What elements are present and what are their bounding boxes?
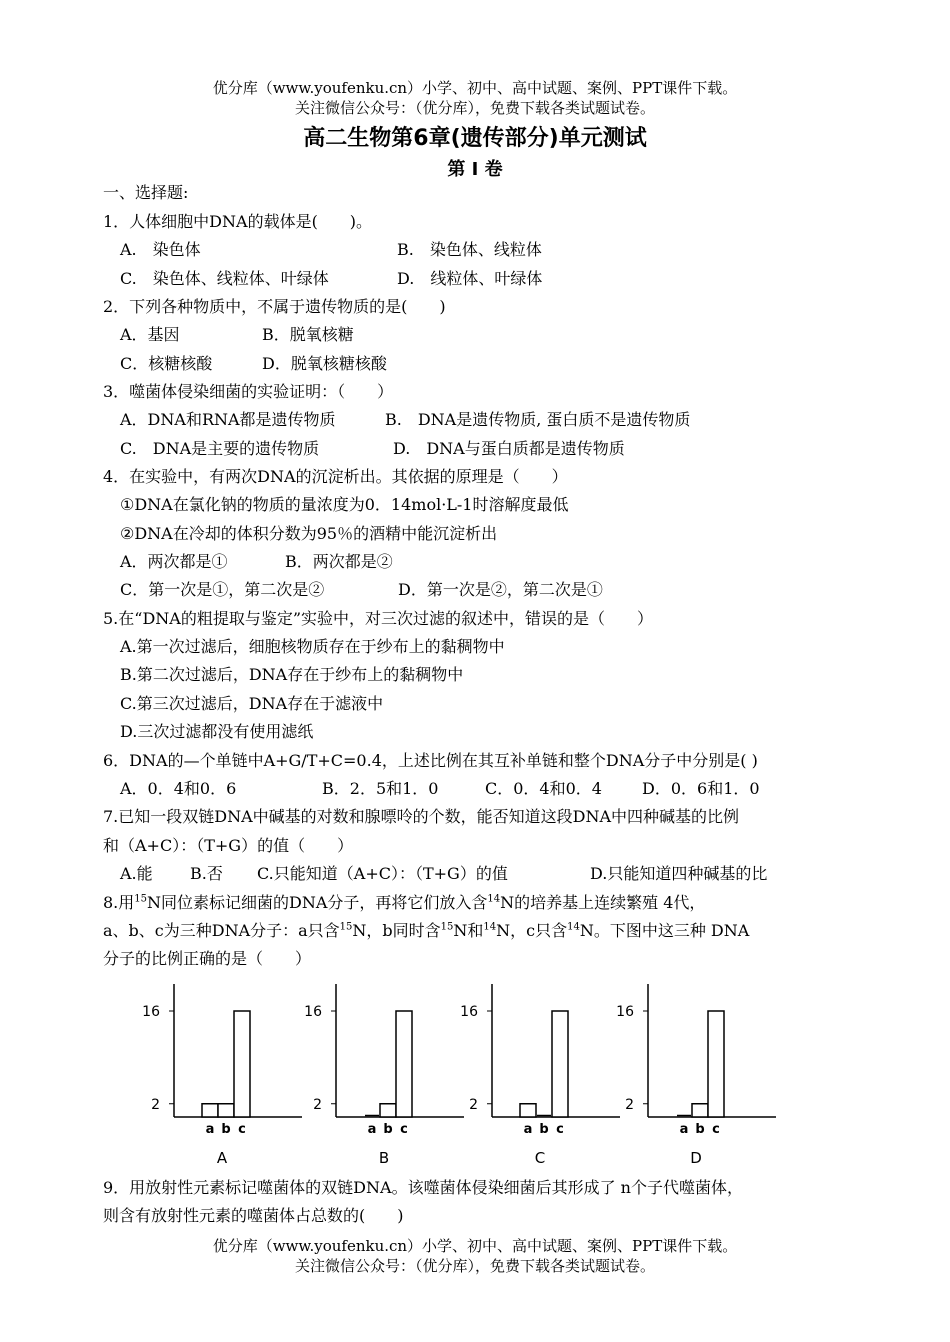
chart-title: C bbox=[534, 1149, 546, 1167]
q3-option-a: A．DNA和RNA都是遗传物质 bbox=[120, 410, 336, 429]
chart-category-label: b bbox=[383, 1122, 393, 1137]
chart-bar-b bbox=[692, 1104, 708, 1117]
q4-premise-2: ②DNA在冷却的体积分数为95％的酒精中能沉淀析出 bbox=[120, 524, 498, 543]
chart-title: A bbox=[216, 1149, 228, 1167]
q2-option-b: B．脱氧核糖 bbox=[262, 325, 354, 344]
question-2: 2．下列各种物质中，不属于遗传物质的是( ) bbox=[103, 297, 446, 316]
page-title: 高二生物第6章(遗传部分)单元测试 bbox=[303, 126, 647, 151]
q3-option-b: B. DNA是遗传物质, 蛋白质不是遗传物质 bbox=[385, 410, 691, 429]
q1-option-a: A. 染色体 bbox=[120, 240, 201, 259]
header-line-1: 优分库（www.youfenku.cn）小学、初中、高中试题、案例、PPT课件下载。 bbox=[212, 79, 738, 97]
question-7-line-1: 7.已知一段双链DNA中碱基的对数和腺嘌呤的个数，能否知道这段DNA中四种碱基的比例 bbox=[103, 807, 740, 826]
chart-y-tick-label: 2 bbox=[151, 1096, 160, 1113]
chart-bar-a bbox=[202, 1104, 218, 1117]
q4-option-a: A．两次都是① bbox=[120, 552, 228, 571]
q2-option-c: C．核糖核酸 bbox=[120, 354, 213, 373]
q2-option-d: D．脱氧核糖核酸 bbox=[262, 354, 387, 373]
question-8-line-1: 8.用$^{15}$N同位素标记细菌的DNA分子，再将它们放入含$^{14}$N的培养基上连续繁殖 4代， bbox=[103, 893, 706, 912]
chart-title: B bbox=[378, 1149, 390, 1167]
chart-title: D bbox=[690, 1149, 702, 1167]
question-6: 6．DNA的—个单链中A+G/T+C=0.4，上述比例在其互补单链和整个DNA分子中分别是( ) bbox=[103, 751, 758, 770]
chart-category-label: c bbox=[400, 1122, 408, 1137]
question-1: 1．人体细胞中DNA的载体是( )。 bbox=[103, 212, 373, 231]
chart-y-tick-label: 2 bbox=[313, 1096, 322, 1113]
question-8-line-3: 分子的比例正确的是（ ） bbox=[103, 949, 312, 968]
q3-option-d: D. DNA与蛋白质都是遗传物质 bbox=[393, 439, 625, 458]
chart-category-label: c bbox=[712, 1122, 720, 1137]
question-5: 5.在“DNA的粗提取与鉴定”实验中，对三次过滤的叙述中，错误的是（ ） bbox=[103, 609, 654, 628]
q7-option-d: D.只能知道四种碱基的比 bbox=[590, 864, 768, 883]
chart-bar-b bbox=[218, 1104, 234, 1117]
chart-y-tick-label: 2 bbox=[625, 1096, 634, 1113]
q6-option-d: D．0．6和1．0 bbox=[642, 779, 760, 798]
chart-y-tick-label: 16 bbox=[142, 1004, 160, 1020]
header-line-2: 关注微信公众号：（优分库），免费下载各类试题试卷。 bbox=[294, 99, 655, 117]
q6-option-a: A．0．4和0．6 bbox=[120, 779, 237, 798]
question-9-line-1: 9．用放射性元素标记噬菌体的双链DNA。该噬菌体侵染细菌后其形成了 n个子代噬菌体， bbox=[103, 1178, 743, 1197]
question-9-line-2: 则含有放射性元素的噬菌体占总数的( ) bbox=[103, 1206, 404, 1225]
question-4: 4．在实验中，有两次DNA的沉淀析出。其依据的原理是（ ） bbox=[103, 467, 568, 486]
chart-category-label: b bbox=[539, 1122, 549, 1137]
chart-bar-c bbox=[552, 1011, 568, 1117]
chart-bar-c bbox=[234, 1011, 250, 1117]
q7-option-a: A.能 bbox=[120, 864, 153, 883]
question-8-line-2: a、b、c为三种DNA分子：a只含$^{15}$N，b同时含$^{15}$N和$^{14}$N，c只含$^{14}$N。下图中这三种 DNA bbox=[103, 921, 750, 940]
chart-y-tick-label: 2 bbox=[469, 1096, 478, 1113]
footer-line-2: 关注微信公众号：（优分库），免费下载各类试题试卷。 bbox=[294, 1257, 655, 1275]
chart-bar-c bbox=[396, 1011, 412, 1117]
q6-option-b: B．2．5和1．0 bbox=[322, 779, 439, 798]
footer-line-1: 优分库（www.youfenku.cn）小学、初中、高中试题、案例、PPT课件下载。 bbox=[212, 1237, 738, 1255]
chart-category-label: b bbox=[221, 1122, 231, 1137]
chart-bar-b bbox=[380, 1104, 396, 1117]
question-3: 3．噬菌体侵染细菌的实验证明：（ ） bbox=[103, 382, 394, 401]
q1-option-b: B. 染色体、线粒体 bbox=[397, 240, 542, 259]
q1-option-c: C. 染色体、线粒体、叶绿体 bbox=[120, 269, 329, 288]
q1-option-d: D. 线粒体、叶绿体 bbox=[397, 269, 543, 288]
q4-option-b: B．两次都是② bbox=[285, 552, 393, 571]
q5-option-c: C.第三次过滤后，DNA存在于滤液中 bbox=[120, 694, 384, 713]
chart-category-label: a bbox=[367, 1122, 377, 1137]
chart-category-label: a bbox=[679, 1122, 689, 1137]
chart-category-label: b bbox=[695, 1122, 705, 1137]
q5-option-b: B.第二次过滤后，DNA存在于纱布上的黏稠物中 bbox=[120, 665, 464, 684]
chart-category-label: a bbox=[205, 1122, 215, 1137]
bar-charts-figure bbox=[0, 978, 950, 1178]
q5-option-d: D.三次过滤都没有使用滤纸 bbox=[120, 722, 314, 741]
section-heading: 一、选择题: bbox=[103, 183, 189, 202]
q4-option-d: D．第一次是②，第二次是① bbox=[398, 580, 603, 599]
q5-option-a: A.第一次过滤后，细胞核物质存在于纱布上的黏稠物中 bbox=[120, 637, 505, 656]
chart-y-tick-label: 16 bbox=[460, 1004, 478, 1020]
q2-option-a: A．基因 bbox=[120, 325, 180, 344]
chart-category-label: c bbox=[556, 1122, 564, 1137]
chart-y-tick-label: 16 bbox=[304, 1004, 322, 1020]
volume-label: 第 Ⅰ 卷 bbox=[447, 159, 503, 180]
chart-category-label: c bbox=[238, 1122, 246, 1137]
q4-option-c: C．第一次是①，第二次是② bbox=[120, 580, 325, 599]
q3-option-c: C. DNA是主要的遗传物质 bbox=[120, 439, 320, 458]
q6-option-c: C．0．4和0．4 bbox=[485, 779, 602, 798]
q7-option-c: C.只能知道（A+C）：（T+G）的值 bbox=[257, 864, 508, 883]
question-7-line-2: 和（A+C）：（T+G）的值（ ） bbox=[103, 836, 354, 855]
chart-category-label: a bbox=[523, 1122, 533, 1137]
chart-y-tick-label: 16 bbox=[616, 1004, 634, 1020]
q4-premise-1: ①DNA在氯化钠的物质的量浓度为0．14mol·L-1时溶解度最低 bbox=[120, 495, 569, 514]
chart-bar-a bbox=[520, 1104, 536, 1117]
q7-option-b: B.否 bbox=[190, 864, 223, 883]
chart-bar-c bbox=[708, 1011, 724, 1117]
